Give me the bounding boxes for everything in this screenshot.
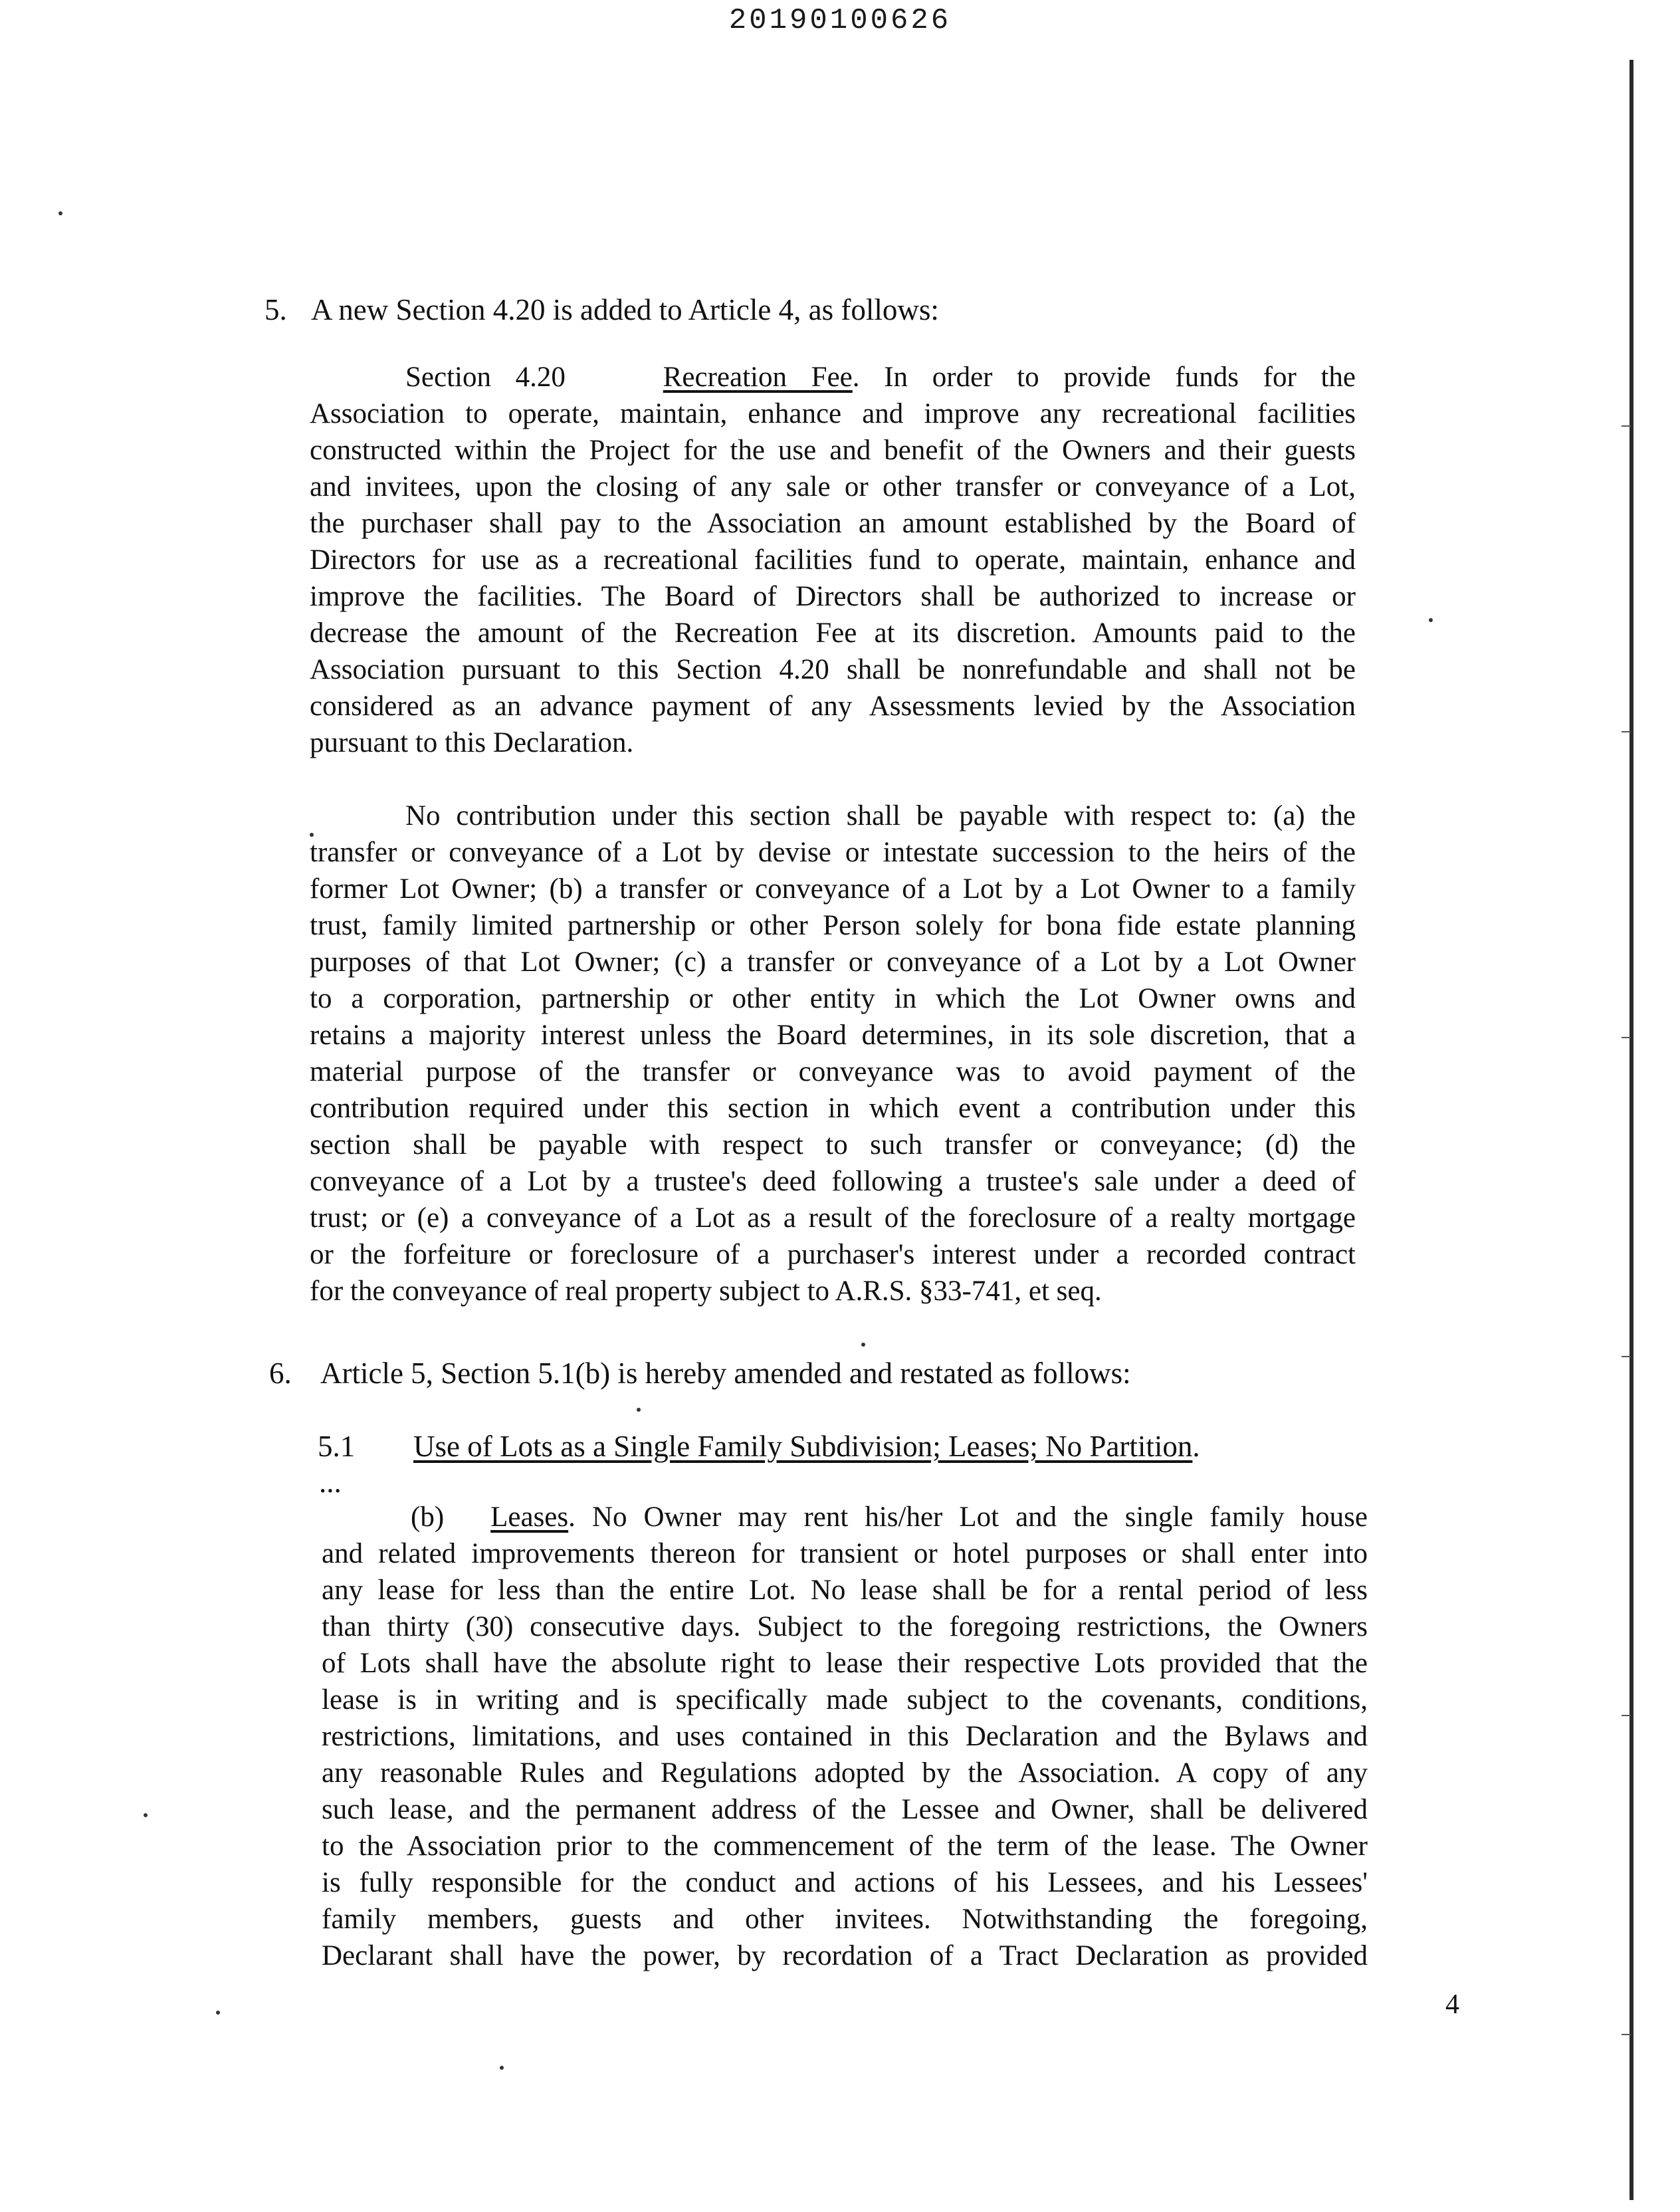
leases-title: Leases — [490, 1501, 569, 1533]
body-line: is fully responsible for the conduct and actions of his Lessees, and his Lessees' — [322, 1867, 1368, 1898]
body-line: any reasonable Rules and Regulations adopted by the Association. A copy of any — [322, 1757, 1368, 1789]
item-6-number: 6. — [269, 1357, 292, 1390]
body-line: purposes of that Lot Owner; (c) a transfer or conveyance of a Lot by a Lot Owner — [310, 946, 1356, 978]
body-line: retains a majority interest unless the Board determines, in its sole discretion, that a — [310, 1020, 1356, 1051]
document-number: 20190100626 — [728, 4, 952, 37]
scan-speck — [144, 1813, 148, 1817]
body-line: any lease for less than the entire Lot. No lease shall be for a rental period of less — [322, 1575, 1368, 1606]
leases-first-line — [322, 1499, 1368, 1535]
scan-edge-line — [1629, 60, 1633, 2200]
section-title: Recreation Fee — [663, 362, 853, 393]
body-line: conveyance of a Lot by a trustee's deed following a trustee's sale under a deed of — [310, 1166, 1356, 1197]
page-number: 4 — [1445, 1989, 1459, 2020]
exemptions-paragraph — [310, 798, 1356, 1309]
subsection-number: 5.1 — [318, 1430, 356, 1463]
body-line: material purpose of the transfer or conveyance was to avoid payment of the — [310, 1056, 1356, 1087]
body-line: lease is in writing and is specifically made subject to the covenants, conditions, — [322, 1684, 1368, 1715]
body-line: family members, guests and other invitees. Notwithstanding the foregoing, — [322, 1904, 1368, 1935]
body-line: than thirty (30) consecutive days. Subject to the foregoing restrictions, the Owners — [322, 1611, 1368, 1642]
section-4-20-first-line — [310, 359, 1356, 395]
scan-speck — [216, 2011, 220, 2015]
exemptions-first-text: No contribution under this section shall be payable with respect to: (a) the — [405, 800, 1356, 831]
subsection-title-wrap — [413, 1429, 1200, 1464]
body-line: the purchaser shall pay to the Association an amount established by the Board of — [310, 508, 1356, 539]
scan-speck — [861, 1343, 865, 1347]
scan-edge-tick — [1622, 1715, 1631, 1716]
body-line: pursuant to this Declaration. — [310, 727, 634, 758]
body-line: or the forfeiture or foreclosure of a purchaser's interest under a recorded contract — [310, 1239, 1356, 1270]
body-line: improve the facilities. The Board of Directors shall be authorized to increase or — [310, 581, 1356, 612]
body-line: of Lots shall have the absolute right to lease their respective Lots provided that the — [322, 1648, 1368, 1679]
subsection-end: . — [1192, 1430, 1200, 1463]
scan-edge-tick — [1622, 1356, 1631, 1357]
item-6-heading: Article 5, Section 5.1(b) is hereby amended and restated as follows: — [320, 1357, 1131, 1390]
item-5-heading: A new Section 4.20 is added to Article 4, as follows: — [311, 293, 939, 326]
body-line: constructed within the Project for the use and benefit of the Owners and their guests — [310, 435, 1356, 466]
body-line: such lease, and the permanent address of the Lessee and Owner, shall be delivered — [322, 1794, 1368, 1825]
body-line: Declarant shall have the power, by recordation of a Tract Declaration as provided — [322, 1940, 1368, 1971]
section-first-text: . In order to provide funds for the — [852, 362, 1356, 393]
body-line: former Lot Owner; (b) a transfer or conveyance of a Lot by a Lot Owner to a family — [310, 873, 1356, 905]
body-line: decrease the amount of the Recreation Fee at its discretion. Amounts paid to the — [310, 617, 1356, 649]
scan-edge-tick — [1622, 731, 1631, 732]
ellipsis: ... — [319, 1466, 342, 1499]
body-line: contribution required under this section in which event a contribution under this — [310, 1093, 1356, 1124]
scan-speck — [58, 211, 62, 215]
scan-speck — [637, 1408, 641, 1412]
subsection-title: Use of Lots as a Single Family Subdivision; Leases; No Partition — [413, 1430, 1193, 1463]
body-line: section shall be payable with respect to such transfer or conveyance; (d) the — [310, 1129, 1356, 1161]
exemptions-first-line — [310, 798, 1356, 834]
body-line: to the Association prior to the commencement of the term of the lease. The Owner — [322, 1830, 1368, 1862]
section-lead: Section 4.20 — [405, 362, 566, 393]
body-line: and invitees, upon the closing of any sale or other transfer or conveyance of a Lot, — [310, 471, 1356, 502]
scan-speck — [500, 2066, 504, 2070]
body-line: and related improvements thereon for transient or hotel purposes or shall enter into — [322, 1538, 1368, 1569]
scan-speck — [1429, 618, 1433, 622]
body-line: restrictions, limitations, and uses contained in this Declaration and the Bylaws and — [322, 1721, 1368, 1752]
body-line: Association to operate, maintain, enhance and improve any recreational facilities — [310, 398, 1356, 429]
scan-edge-tick — [1622, 1037, 1631, 1038]
leases-label: (b) — [411, 1501, 445, 1533]
leases-paragraph — [322, 1499, 1368, 1974]
body-line: trust; or (e) a conveyance of a Lot as a result of the foreclosure of a realty mortgage — [310, 1202, 1356, 1234]
body-line: transfer or conveyance of a Lot by devise or intestate succession to the heirs of the — [310, 837, 1356, 868]
body-line: considered as an advance payment of any Assessments levied by the Association — [310, 691, 1356, 722]
item-5-number: 5. — [264, 293, 287, 326]
scan-edge-tick — [1622, 2034, 1631, 2035]
body-line: Directors for use as a recreational facilities fund to operate, maintain, enhance and — [310, 544, 1356, 576]
body-line: for the conveyance of real property subject to A.R.S. §33-741, et seq. — [310, 1275, 1102, 1307]
body-line: trust, family limited partnership or other Person solely for bona fide estate planning — [310, 910, 1356, 941]
leases-first-text: . No Owner may rent his/her Lot and the single family house — [568, 1501, 1368, 1533]
body-line: to a corporation, partnership or other entity in which the Lot Owner owns and — [310, 983, 1356, 1014]
scan-edge-tick — [1622, 425, 1631, 427]
section-4-20-body — [310, 359, 1356, 761]
body-line: Association pursuant to this Section 4.20 shall be nonrefundable and shall not be — [310, 654, 1356, 685]
